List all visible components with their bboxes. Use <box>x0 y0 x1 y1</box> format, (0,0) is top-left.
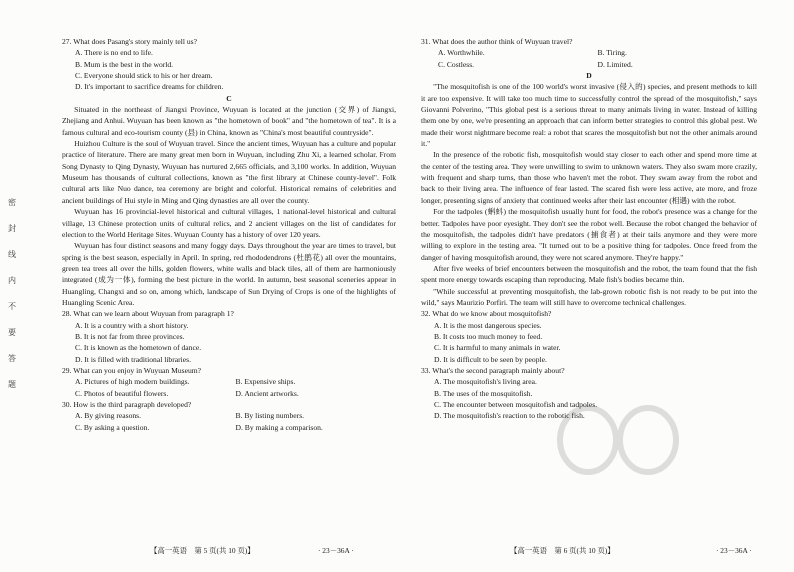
q30-options-row-1 <box>75 410 396 421</box>
question-28: 28. What can we learn about Wuyuan from paragraph 1? <box>62 309 234 319</box>
watermark-stamp <box>548 400 698 480</box>
q30-option-a: A. By giving reasons. <box>75 411 142 421</box>
q28-option-a: A. It is a country with a short history. <box>75 320 189 330</box>
section-d-heading: D <box>586 71 592 81</box>
q30-option-d: D. By making a comparison. <box>235 422 323 432</box>
passage-d-paragraph-4: After five weeks of brief encounters between the mosquitofish and the robot, the team found that the fish spent more energy towards escaping than reproducing. Male fish's bodies became thin. <box>421 263 757 285</box>
q33-option-a: A. The mosquitofish's living area. <box>434 377 537 387</box>
q33-option-d: D. The mosquitofish's reaction to the robotic fish. <box>434 411 585 421</box>
passage-c-paragraph-1: Situated in the northeast of Jiangxi Province, Wuyuan is located at the junction (交界) of Jiangxi, Zhejiang and Anhui. Wuyuan has been known as "the hometown of book" and "the hometown of tea". It is a famous cultural and eco-tourism county (县) in China, known as "China's most beautiful countryside". <box>62 105 396 137</box>
q32-option-c: C. It is harmful to many animals in water. <box>434 343 561 353</box>
q30-option-b: B. By listing numbers. <box>235 411 305 421</box>
q28-option-d: D. It is filled with traditional libraries. <box>75 354 191 364</box>
q31-option-d: D. Limited. <box>597 59 633 69</box>
question-30: 30. How is the third paragraph developed? <box>62 400 192 409</box>
q27-option-c: C. Everyone should stick to his or her dream. <box>75 71 213 81</box>
passage-c-paragraph-3: Wuyuan has 16 provincial-level historical and cultural villages, 1 national-level historical and cultural village, 13 Chinese protection units of cultural relics, and 2 ancient villages on the list of candidates for election to the World Heritage Sites. Wuyuan County has a history of over 120 years. <box>62 207 396 239</box>
q31-option-c: C. Costless. <box>438 59 475 69</box>
right-page <box>421 36 757 422</box>
passage-d-paragraph-2: In the presence of the robotic fish, mosquitofish would stay closer to each other and spend more time at the center of the testing area. They were unwilling to swim to unknown waters. They also swam more crazily, with frequent and sharp turns, than those who haven't met the robot. They swam away from the robot and back to their living area. The influence of fear lasted. The scared fish were less active, ate more, and froze longer, presenting signs of anxiety that continued weeks after their last encounter (相遇) with the robot. <box>421 150 757 205</box>
q29-option-b: B. Expensive ships. <box>235 377 296 387</box>
right-footer-code: · 23－36A · <box>716 546 752 555</box>
q32-option-d: D. It is difficult to be seen by people. <box>434 354 547 364</box>
left-page <box>62 36 396 433</box>
q29-options-row-2 <box>75 388 396 399</box>
q28-option-b: B. It is not far from three provinces. <box>75 331 185 341</box>
left-footer-title: 【高一英语 第 5 页(共 10 页)】 <box>150 546 255 555</box>
q32-option-b: B. It costs too much money to feed. <box>434 331 543 341</box>
q27-option-b: B. Mum is the best in the world. <box>75 59 174 69</box>
passage-c-paragraph-2: Huizhou Culture is the soul of Wuyuan travel. Since the ancient times, Wuyuan has a culture and popular practice of literature. There are many great men born in Wuyuan, including Zhu Xi, a learned scholar. From Song Dynasty to Qing Dynasty, Wuyuan has nurtured 2,665 officials, and 3,100 works. In addition, Wuyuan Museum has thousands of cultural collections, known as "the first library at Chinese county-level". Folk cultural arts like Nuo dance, tea ceremony are bright and colorful. Historical remains of celebrities and ancient buildings of Hui style in Ming and Qing dynasties are all over the county. <box>62 139 396 205</box>
section-c-heading: C <box>226 93 232 103</box>
q31-option-b: B. Tiring. <box>597 48 627 58</box>
q30-options-row-2 <box>75 422 396 433</box>
passage-d-paragraph-3: For the tadpoles (蝌蚪) the mosquitofish usually hunt for food, the robot's presence was a change for the better. Tadpoles have poor eyesight. They don't see the robot well. Because the robot changed the behavior of the mosquitofish, the tadpoles didn't have predators (捕食者) at their tails anymore and they were more willing to explore in the testing area. "It turned out to be a positive thing for tadpoles. Once freed from the danger of having mosquitofish around, they were not scared anymore. They're happy." <box>421 207 757 262</box>
passage-d-paragraph-1: "The mosquitofish is one of the 100 world's worst invasive (侵入的) species, and present methods to kill it are too expensive. It will take too much time to successfully control the spread of the mosquitofish," says Giovanni Polverino, "This global pest is a serious threat to many animals living in water. Instead of killing them one by one, we're presenting an approach that can inform better strategies to control this global pest. We made their worst nightmare become real: a robot that scares the mosquitofish but not the other animals around it." <box>421 82 757 149</box>
q33-option-b: B. The uses of the mosquitofish. <box>434 388 533 398</box>
q29-options-row-1 <box>75 376 396 387</box>
q31-option-a: A. Worthwhile. <box>438 48 485 58</box>
q29-option-d: D. Ancient artworks. <box>235 388 299 398</box>
passage-d-paragraph-5: "While successful at preventing mosquitofish, the lab-grown robotic fish is not ready to be put into the wild," says Maurizio Porfiri. The team will still have to overcome technical challenges. <box>421 286 757 307</box>
right-footer-title: 【高一英语 第 6 页(共 10 页)】 <box>510 546 615 555</box>
passage-c-paragraph-4: Wuyuan has four distinct seasons and many foggy days. Days throughout the year are times to travel, but spring is the best season, especially in April. In spring, red rhododendrons (杜鹃花) all over the mountains, green tea trees all over the hills, golden flowers, white walls and black tiles, all of them are harmoniously integrated (成为一体), forming the best picture in the world. In autumn, best seasonal sceneries appear in Huangling, Changxi and so on, among which, landscape of Sun Drying of Crops is one of the highlights of Huangling Scenic Area. <box>62 241 396 307</box>
q33-option-c: C. The encounter between mosquitofish and tadpoles. <box>434 400 598 409</box>
q27-option-d: D. It's important to sacrifice dreams for children. <box>75 82 224 92</box>
question-27: 27. What does Pasang's story mainly tell us? <box>62 37 197 46</box>
q28-option-c: C. It is known as the hometown of dance. <box>75 343 202 353</box>
question-29: 29. What can you enjoy in Wuyuan Museum? <box>62 365 202 375</box>
left-footer-code: · 23－36A · <box>318 546 354 555</box>
q30-option-c: C. By asking a question. <box>75 422 150 432</box>
question-33: 33. What's the second paragraph mainly about? <box>421 365 565 375</box>
q31-options-row-2 <box>438 59 757 70</box>
question-31: 31. What does the author think of Wuyuan travel? <box>421 37 573 46</box>
q27-option-a: A. There is no end to life. <box>75 48 153 58</box>
question-32: 32. What do we know about mosquitofish? <box>421 309 552 319</box>
q31-options-row-1 <box>438 47 757 58</box>
q29-option-c: C. Photos of beautiful flowers. <box>75 388 169 398</box>
q32-option-a: A. It is the most dangerous species. <box>434 320 542 330</box>
binding-margin-text: 密封线内不要答题 <box>8 198 16 389</box>
q29-option-a: A. Pictures of high modern buildings. <box>75 377 190 387</box>
